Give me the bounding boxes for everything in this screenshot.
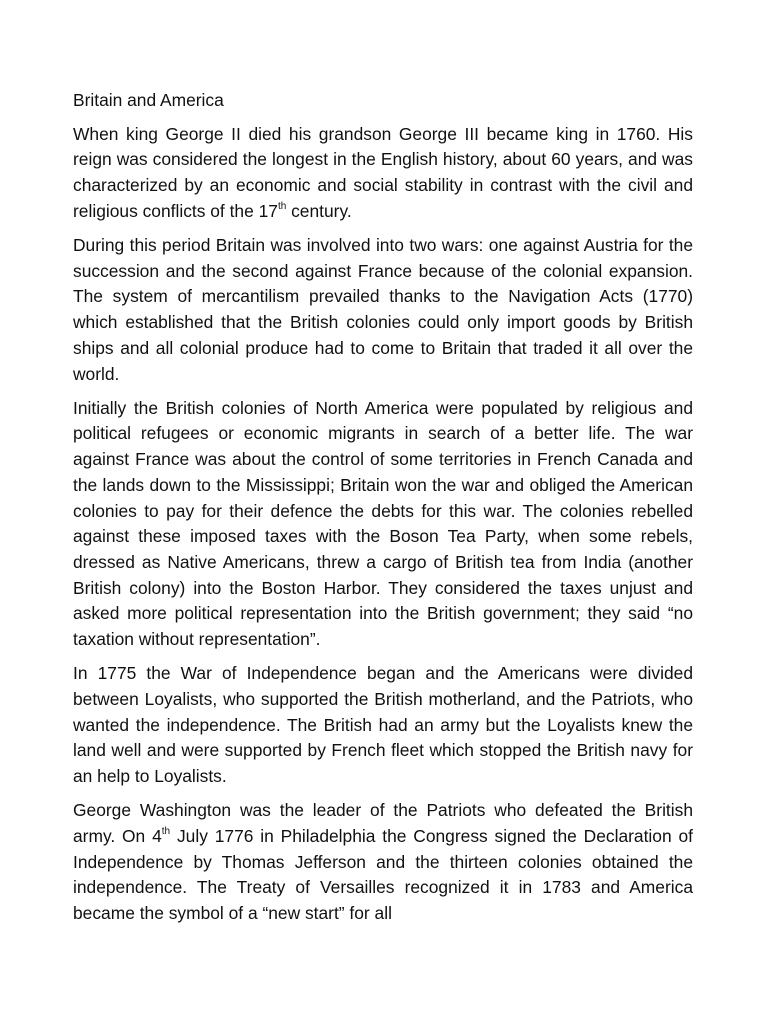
paragraph-2: During this period Britain was involved into two wars: one against Austria for the succession and the second against France because of the colonial expansion. The system of mercantilism prevailed thanks to the Navigation Acts (1770) which established that the British colonies could only import goods by British ships and all colonial produce had to come to Britain that traded it all over the world. <box>73 235 693 384</box>
document-title: Britain and America <box>73 90 224 110</box>
superscript: th <box>277 201 287 213</box>
paragraph-1-text: When king George II died his grandson George III became king in 1760. His reign was considered the longest in the English history, about 60 years, and was characterized by an economic and social stability in contrast with the civil and religious conflicts of the 17 <box>73 123 693 221</box>
paragraph-1 <box>73 122 693 225</box>
paragraph-5 <box>73 798 693 927</box>
paragraph-5-text: George Washington was the leader of the Patriots who defeated the British army. On 4 <box>73 800 693 846</box>
paragraph-3: Initially the British colonies of North America were populated by religious and political refugees or economic migrants in search of a better life. The war against France was about the control of some territories in French Canada and the lands down to the Mississippi; Britain won the war and obliged the American colonies to pay for their defence the debts for this war. The colonies rebelled against these imposed taxes with the Boson Tea Party, when some rebels, dressed as Native Americans, threw a cargo of British tea from India (another British colony) into the Boston Harbor. They considered the taxes unjust and asked more political representation into the British government; they said “no taxation without representation”. <box>73 397 693 650</box>
paragraph-1-text-end: century. <box>286 200 352 221</box>
paragraph-4: In 1775 the War of Independence began and the Americans were divided between Loyalists, who supported the British motherland, and the Patriots, who wanted the independence. The British had an army but the Loyalists knew the land well and were supported by French fleet which stopped the British navy for an help to Loyalists. <box>73 663 693 787</box>
superscript: th <box>161 826 171 838</box>
paragraph-5-text-end: July 1776 in Philadelphia the Congress signed the Declaration of Independence by Thomas Jefferson and the thirteen colonies obtained the independence. The Treaty of Versailles recognized it in 1783 and America became the symbol of a “new start” for all <box>73 825 693 924</box>
document-page <box>73 88 693 935</box>
